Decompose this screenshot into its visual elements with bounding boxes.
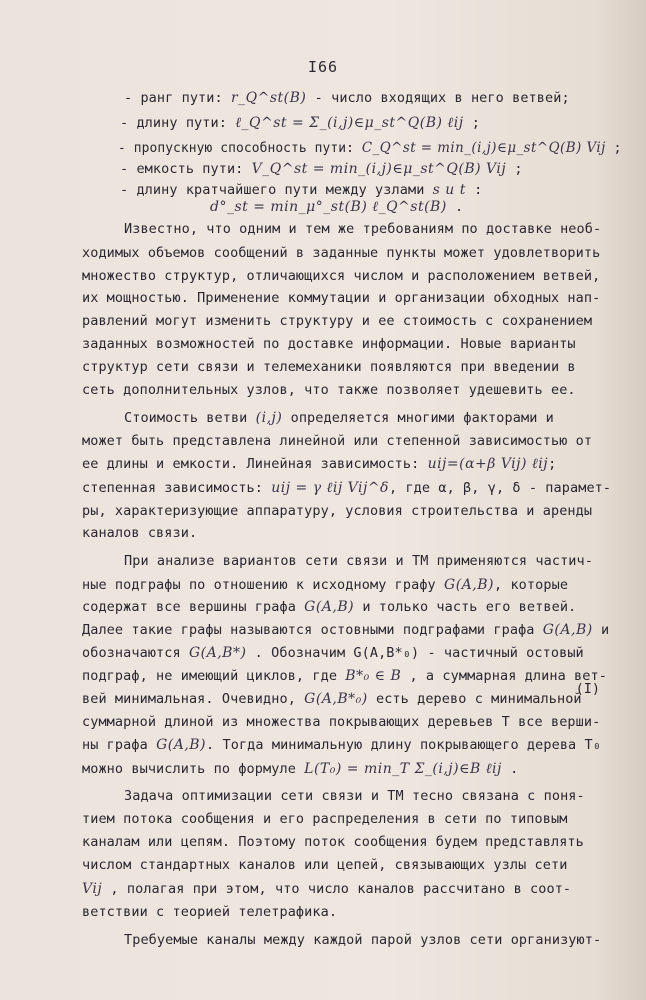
handwritten-formula: ℓ_Q^st = Σ_(i,j)∈μ_st^Q(B) ℓij	[235, 115, 464, 131]
handwritten-formula: G(A,B)	[156, 737, 207, 753]
line-text: , которые	[494, 577, 569, 593]
handwritten-formula: L(T₀) = min_T Σ_(i,j)∈B ℓij	[304, 761, 502, 777]
line-text: Требуемые каналы между каждой парой узлов сети организуют-	[124, 932, 602, 948]
text-line	[120, 113, 480, 133]
line-text: ры, характеризующие аппаратуру, условия строительства и аренды	[82, 503, 593, 519]
text-line	[82, 597, 576, 617]
line-text: - ранг пути:	[124, 90, 231, 106]
text-line	[82, 431, 592, 451]
text-line	[82, 288, 600, 308]
text-line	[124, 408, 554, 428]
line-text: Задача оптимизации сети связи и ТМ тесно связана с поня-	[124, 788, 585, 804]
text-line	[124, 88, 570, 108]
line-text: сеть дополнительных узлов, что также позволяет удешевить ее.	[82, 382, 576, 398]
line-text: ее длины и емкости. Линейная зависимость:	[82, 456, 428, 472]
text-line	[82, 454, 556, 474]
line-text: ные подграфы по отношению к исходному графу	[82, 577, 445, 593]
text-line	[82, 809, 567, 829]
text-line	[82, 243, 600, 263]
text-line	[82, 311, 592, 331]
equation-number: (I)	[575, 681, 600, 697]
line-text: . Тогда минимальную длину покрывающего дерева T₀	[206, 737, 601, 753]
line-text: Известно, что одним и тем же требованиям по доставке необ-	[124, 221, 602, 237]
line-text: Далее такие графы называются остовными подграфами графа	[82, 622, 543, 638]
line-text: ходимых объемов сообщений в заданные пункты может удовлетворить	[82, 245, 601, 261]
handwritten-formula: r_Q^st(B)	[230, 90, 307, 106]
text-line	[82, 879, 571, 899]
text-line	[120, 159, 523, 179]
text-line	[82, 357, 576, 377]
line-text: степенная зависимость:	[82, 480, 272, 496]
handwritten-formula: (i,j)	[255, 410, 283, 426]
line-text: ;	[605, 140, 622, 156]
handwritten-formula: G(A,B*₀)	[304, 691, 368, 707]
handwritten-formula: s и t	[432, 182, 466, 198]
page-number: I66	[307, 58, 339, 76]
line-text: содержат все вершины графа	[82, 599, 305, 615]
text-line	[124, 219, 601, 239]
line-text: и только часть его ветвей.	[354, 599, 577, 615]
line-text: - емкость пути:	[120, 161, 252, 177]
text-line	[82, 523, 197, 543]
handwritten-formula: G(A,B)	[542, 622, 593, 638]
line-text: , а суммарная длина вет-	[401, 668, 607, 684]
text-line	[82, 266, 600, 286]
line-text: множество структур, отличающихся числом и расположением ветвей,	[82, 268, 601, 284]
text-line	[82, 689, 582, 709]
line-text: . Обозначим G(A,B*₀) - частичный остовый	[246, 645, 584, 661]
line-text: тием потока сообщения и его распределения в сети по типовым	[82, 811, 568, 827]
line-text: определяется многими факторами и	[282, 410, 554, 426]
line-text: :	[465, 182, 483, 198]
line-text: каналов связи.	[82, 525, 198, 541]
text-line	[82, 575, 568, 595]
text-line	[82, 643, 584, 663]
text-line	[82, 759, 518, 779]
text-line	[118, 138, 622, 158]
handwritten-formula: C_Q^st = min_(i,j)∈μ_st^Q(B) Vij	[361, 140, 606, 156]
line-text: - длину кратчайшего пути между узлами	[120, 182, 433, 198]
line-text: обозначаются	[82, 645, 189, 661]
line-text: равлений могут изменить структуру и ее стоимость с сохранением	[82, 313, 593, 329]
line-text: , где α, β, γ, δ - парамет-	[388, 480, 612, 496]
text-line	[210, 197, 463, 217]
line-text: вей минимальная. Очевидно,	[82, 691, 305, 707]
line-text: можно вычислить по формуле	[82, 761, 305, 777]
line-text: ны графа	[82, 737, 157, 753]
line-text: суммарной длиной из множества покрывающих деревьев T все верши-	[82, 714, 601, 730]
line-text: Стоимость ветви	[124, 410, 256, 426]
line-text: ;	[463, 115, 481, 131]
line-text: может быть представлена линейной или степенной зависимостью от	[82, 433, 593, 449]
handwritten-formula: uij = γ ℓij Vij^δ	[271, 480, 389, 496]
line-text: - число входящих в него ветвей;	[306, 90, 570, 106]
line-text: При анализе вариантов сети связи и ТМ применяются частич-	[124, 553, 593, 569]
handwritten-formula: B*₀ ∈ B	[345, 668, 402, 684]
line-text: их мощностью. Применение коммутации и организации обходных нап-	[82, 290, 601, 306]
text-line	[82, 832, 584, 852]
line-text: ветствии с теорией телетрафика.	[82, 904, 338, 920]
line-text: .	[446, 199, 464, 215]
handwritten-formula: V_Q^st = min_(i,j)∈μ_st^Q(B) Vij	[251, 161, 507, 177]
text-line	[82, 620, 609, 640]
line-text: ;	[506, 161, 523, 177]
line-text: , полагая при этом, что число каналов рассчитано в соот-	[102, 881, 572, 897]
line-text: числом стандартных каналов или цепей, связывающих узлы сети	[82, 857, 568, 873]
text-line	[124, 786, 585, 806]
line-text: подграф, не имеющий циклов, где	[82, 668, 346, 684]
text-line	[82, 735, 601, 755]
handwritten-formula: d°_st = min_μ°_st(B) ℓ_Q^st(B)	[210, 199, 447, 215]
handwritten-formula: G(A,B*)	[188, 645, 247, 661]
line-text: структур сети связи и телемеханики появляются при введении в	[82, 359, 576, 375]
line-text: - пропускную способность пути:	[118, 140, 362, 156]
handwritten-formula: Vij	[82, 881, 103, 897]
line-text: - длину пути:	[120, 115, 236, 131]
line-text: и	[592, 622, 610, 638]
text-line	[82, 855, 567, 875]
line-text: каналам или цепям. Поэтому поток сообщения будем представлять	[82, 834, 584, 850]
text-line	[82, 334, 576, 354]
text-line	[82, 478, 611, 498]
text-line	[124, 551, 593, 571]
text-line	[82, 501, 592, 521]
line-text: есть дерево с минимальной	[367, 691, 582, 707]
text-line	[82, 666, 607, 686]
text-line	[82, 380, 576, 400]
text-line	[82, 712, 600, 732]
handwritten-formula: uij=(α+β Vij) ℓij	[427, 456, 549, 472]
handwritten-formula: G(A,B)	[444, 577, 494, 593]
line-text: ;	[548, 456, 557, 472]
line-text: заданных возможностей по доставке информации. Новые варианты	[82, 336, 576, 352]
line-text: .	[501, 761, 519, 777]
text-line	[124, 930, 601, 950]
text-line	[82, 902, 337, 922]
handwritten-formula: G(A,B)	[304, 599, 355, 615]
